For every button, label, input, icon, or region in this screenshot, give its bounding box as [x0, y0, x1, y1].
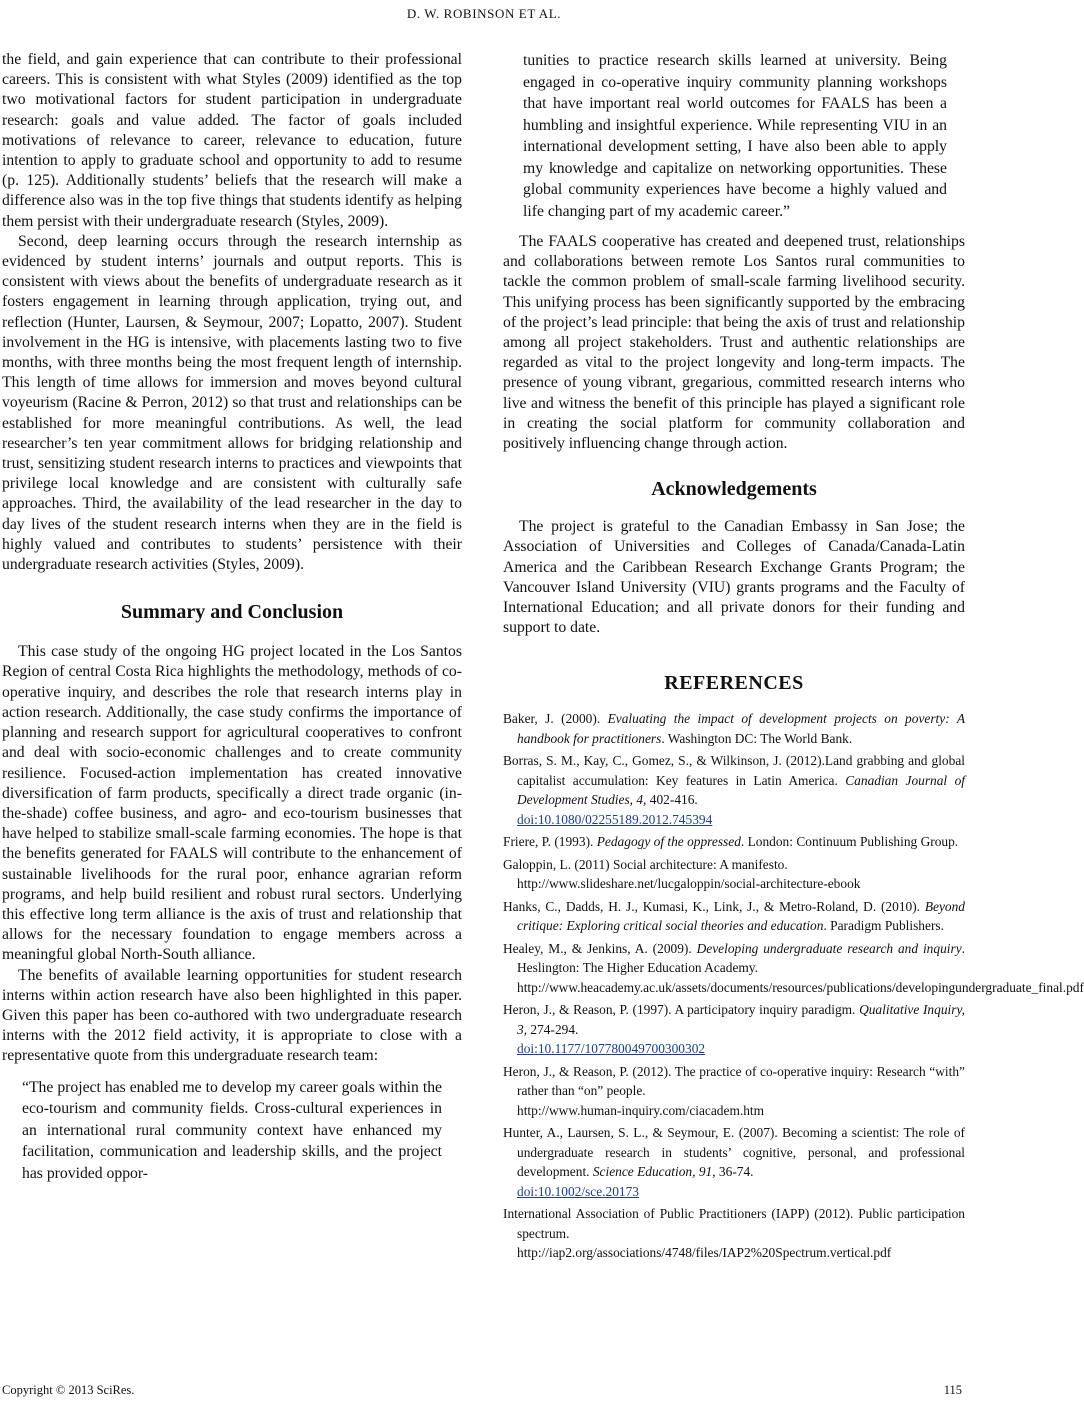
reference-text: Friere, P. (1993).	[503, 834, 597, 850]
paragraph-deep-learning: Second, deep learning occurs through the research internship as evidenced by student interns’ journals and output reports. This is consistent with views about the benefits of undergraduate research as it fosters engagement in learning through application, trying out, and reflection (Hunter, Laursen, & Seymour, 2007; Lopatto, 2007). Student involvement in the HG is intensive, with placements lasting two to five months, with three months being the most frequent length of internship. This length of time allows for immersion and moves beyond cultural voyeurism (Racine & Perron, 2012) so that trust and relationships can be established for more meaningful contributions. As well, the lead researcher’s ten year commitment allows for bridging relationship and trust, sensitizing student research interns to practices and viewpoints that privilege local knowledge and are consistent with culturally safe approaches. Third, the availability of the lead researcher in the day to day lives of the student research interns when they are in the field is highly valued and contributes to students’ persistence with their undergraduate research activities (Styles, 2009).	[2, 232, 462, 574]
student-quote-continued: tunities to practice research skills learned at university. Being engaged in co-operative inquiry community planning workshops that have important real world outcomes for FAALS has been a humbling and insightful experience. While representing VIU in an international development setting, I have also been able to apply my knowledge and capitalize on networking opportunities. These global community experiences have become a highly valued and life changing part of my academic career.”	[523, 52, 947, 220]
paragraph-faals-trust: The FAALS cooperative has created and deepened trust, relationships and collaborations between remote Los Santos rural communities to tackle the common problem of small-scale farming livelihood security. This unifying process has been significantly supported by the embracing of the project’s lead principle: that being the axis of trust and relationship among all project stakeholders. Trust and authentic relationships are regarded as vital to the project longevity and long-term impacts. The presence of young vibrant, gregarious, committed research interns who live and witness the benefit of this principle has played a significant role in creating the social platform for community collaboration and positively influencing change through action.	[503, 233, 965, 453]
reference-text: Borras, S. M., Kay, C., Gomez, S., & Wilkinson, J. (2012).Land grabbing and global capitalist accumulation: Key features in Latin America.	[503, 753, 965, 788]
reference-title: Developing undergraduate research and inquiry	[696, 940, 962, 956]
reference-title: Pedagogy of the oppressed	[596, 834, 741, 850]
right-column	[503, 50, 1084, 1266]
reference-text: Hunter, A., Laursen, S. L., & Seymour, E. (2007). Becoming a scientist: The role of undergraduate research in students’ cognitive, personal, and professional development.	[503, 1125, 965, 1180]
reference-text: Galoppin, L. (2011) Social architecture: A manifesto.	[503, 856, 788, 872]
reference-title: Evaluating the impact of development projects on poverty: A handbook for practitioners	[517, 711, 966, 746]
reference-text: International Association of Public Practitioners (IAPP) (2012). Public participation spectrum.	[503, 1206, 965, 1241]
reference-text: Hanks, C., Dadds, H. J., Kumasi, K., Link, J., & Metro-Roland, D. (2010).	[503, 898, 925, 914]
reference-text: 402-416.	[646, 792, 698, 808]
paragraph-continuation: the field, and gain experience that can contribute to their professional careers. This is consistent with what Styles (2009) identified as the top two motivational factors for student participation in undergraduate research: goals and value added. The factor of goals included motivations of relevance to career, relevance to education, future intention to apply to graduate school and opportunity to add to resume (p. 125). Additionally students’ beliefs that the research will make a difference also was in the top five things that students identify as helping them persist with their undergraduate research (Styles, 2009).	[2, 51, 462, 230]
reference-item	[503, 939, 1084, 998]
paragraph-case-study: This case study of the ongoing HG project located in the Los Santos Region of central Costa Rica highlights the methodology, methods of co-operative inquiry, and describes the role that research interns play in action research. Additionally, the case study confirms the importance of planning and research support for agricultural cooperatives to confront and deal with socio-economic challenges and to create community resilience. Focused-action implementation has created innovative diversification of farm products, specifically a direct trade organic (in-the-shade) coffee business, and agro- and eco-tourism businesses that have helped to stabilize small-scale farming economies. The hope is that the benefits generated for FAALS will contribute to the enhancement of sustainable livelihoods for the rural poor, enhance agrarian reform programs, and help build resilient and robust rural sectors. Underlying this effective long term alliance is the axis of trust and relationship that allows for the necessary foundation to engage members across a meaningful global North-South alliance.	[2, 643, 462, 964]
paragraph-benefits: The benefits of available learning opportunities for student research interns within action research have also been highlighted in this paper. Given this paper has been co-authored with two undergraduate research interns with the 2012 field activity, it is appropriate to close with a representative quote from this undergraduate research team:	[2, 966, 462, 1065]
reference-title: Beyond critique: Exploring critical social theories and education	[517, 898, 965, 934]
student-quote: “The project has enabled me to develop my career goals within the eco-tourism and community fields. Cross-cultural experiences in an international rural community context have enhanced my facilitation, communication and leadership skills, and the project has provided oppor-	[22, 1078, 442, 1182]
reference-title: Qualitative Inquiry, 3,	[517, 1002, 965, 1037]
reference-item	[503, 832, 965, 852]
reference-text: . Washington DC: The World Bank.	[661, 730, 853, 746]
reference-text: Heron, J., & Reason, P. (1997). A participatory inquiry paradigm.	[503, 1002, 860, 1018]
doi-link[interactable]: doi:10.1080/02255189.2012.745394	[517, 811, 713, 827]
footer-copyright: Copyright © 2013 SciRes.	[2, 1383, 135, 1397]
reference-title: Science Education, 91,	[592, 1164, 716, 1180]
reference-item	[503, 897, 965, 936]
left-column	[2, 50, 462, 1184]
reference-url[interactable]: http://www.heacademy.ac.uk/assets/documents/resources/publications/developingundergraduate_final.pdf	[517, 979, 1084, 995]
reference-list	[503, 709, 1084, 1263]
section-heading-acknowledgements: Acknowledgements	[651, 478, 817, 501]
reference-item	[503, 709, 965, 748]
reference-item	[503, 1000, 965, 1059]
reference-text: 274-294.	[527, 1021, 579, 1037]
reference-item	[503, 1204, 965, 1263]
page-number: 115	[943, 1383, 962, 1397]
reference-text: . Paradigm Publishers.	[823, 918, 944, 934]
reference-url[interactable]: http://www.human-inquiry.com/ciacadem.htm	[517, 1102, 765, 1118]
reference-url[interactable]: http://www.slideshare.net/lucgaloppin/social-architecture-ebook	[517, 876, 861, 892]
paragraph-acknowledgements: The project is grateful to the Canadian Embassy in San Jose; the Association of Universities and Colleges of Canada/Canada-Latin America and the Caribbean Research Exchange Grants Program; the Vancouver Island University (VIU) grants programs and the Faculty of International Education; and all private donors for their funding and support to date.	[503, 518, 965, 637]
reference-text: Healey, M., & Jenkins, A. (2009).	[503, 940, 697, 956]
reference-url[interactable]: http://iap2.org/associations/4748/files/IAP2%20Spectrum.vertical.pdf	[517, 1245, 892, 1261]
section-heading-references: REFERENCES	[664, 672, 804, 695]
reference-text: Heron, J., & Reason, P. (2012). The practice of co-operative inquiry: Research “with” rather than “on” people.	[503, 1063, 965, 1099]
running-head: D. W. ROBINSON ET AL.	[406, 6, 562, 21]
reference-item	[503, 855, 965, 894]
reference-item	[503, 751, 965, 829]
doi-link[interactable]: doi:10.1002/sce.20173	[517, 1183, 639, 1199]
reference-item	[503, 1123, 965, 1201]
reference-title: Canadian Journal of Development Studies, 4,	[517, 772, 966, 808]
doi-link[interactable]: doi:10.1177/107780049700300302	[517, 1041, 706, 1057]
reference-item	[503, 1062, 965, 1121]
reference-text: . Heslington: The Higher Education Academy.	[517, 940, 966, 976]
section-heading-summary: Summary and Conclusion	[120, 601, 344, 624]
reference-text: 36-74.	[715, 1164, 754, 1180]
reference-text: Baker, J. (2000).	[503, 711, 608, 727]
reference-text: . London: Continuum Publishing Group.	[740, 834, 959, 850]
